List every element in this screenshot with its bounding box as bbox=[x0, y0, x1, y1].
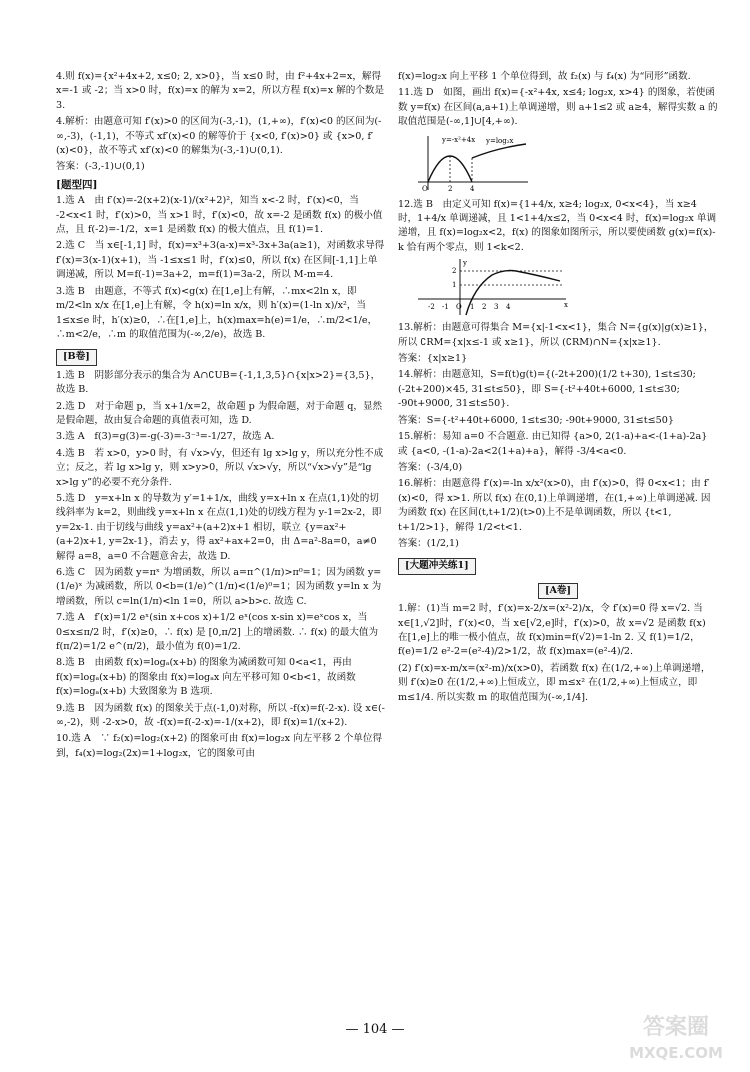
svg-text:x: x bbox=[564, 301, 568, 310]
answer-paragraph: 3.选 B 由题意，不等式 f(x)<g(x) 在[1,e]上有解，∴mx<2ln x，即 m/2<ln x/x 在[1,e]上有解，令 h(x)=ln x/x，则 h′(x)=(1-ln x)/x²，当 1≤x≤e 时，h′(x)≥0，∴在[1,e]上，h(x)max=h(e)=1/e，∴m/2<1/e，∴m<2/e，∴m 的取值范围为(-∞,2/e)，故选 B. bbox=[56, 285, 378, 340]
svg-text:y: y bbox=[463, 259, 467, 268]
page-number: — 104 — bbox=[345, 1022, 405, 1037]
svg-text:y=log₂x: y=log₂x bbox=[486, 136, 514, 145]
answer-paragraph: 1.解：(1)当 m=2 时，f′(x)=x-2/x=(x²-2)/x，令 f′(x)=0 得 x=√2. 当 x∈[1,√2]时，f′(x)<0，当 x∈[√2,e]时，f′(x)>0，故 x=√2 是函数 f(x) 在[1,e]上的唯一极小值点，故 f(x)min=f(√2)=1-ln 2. 又 f(1)=1/2，f(e)=1/2 e²-2=(e²-4)/2>1/2，故 f(x)max=(e²-4)/2. bbox=[398, 603, 706, 658]
answer-paragraph: 4.选 B 若 x>0，y>0 时，有 √x>√y，但还有 lg x>lg y，所以充分性不成立；反之，若 lg x>lg y，则 x>y>0，所以 √x>√y，所以“√x>√y”是“lg x>lg y”的必要不充分条件. bbox=[56, 447, 384, 488]
svg-text:-1: -1 bbox=[442, 303, 449, 312]
answer-paragraph: 6.选 C 因为函数 y=πˣ 为增函数，所以 a=π^(1/π)>π⁰=1；因为函数 y=(1/e)ˣ 为减函数，所以 0<b=(1/e)^(1/π)<(1/e)⁰=1；因为函数 y=ln x 为增函数，所以 c=ln(1/π)<ln 1=0，所以 a>b>c. 故选 C. bbox=[56, 567, 382, 607]
answer-paragraph: 3.选 A f(3)=g(3)=-g(-3)=-3⁻³=-1/27，故选 A. bbox=[56, 431, 275, 443]
answer-paragraph: 答案：(1/2,1) bbox=[398, 537, 459, 549]
answer-paragraph: 答案：(-3,-1)∪(0,1) bbox=[56, 161, 145, 173]
svg-text:O: O bbox=[456, 303, 462, 312]
answer-paragraph: 5.选 D y=x+ln x 的导数为 y′=1+1/x，曲线 y=x+ln x 在点(1,1)处的切线斜率为 k=2，则曲线 y=x+ln x 在点(1,1)处的切线方程为 y-1=2x-2，即 y=2x-1. 由于切线与曲线 y=ax²+(a+2)x+1 相切，联立 {y=ax²+(a+2)x+1, y=2x-1}，消去 y，得 ax²+ax+2=0，由 Δ=a²-8a=0，a≠0 解得 a=8，a=0 不合题意舍去，故选 D. bbox=[56, 492, 382, 562]
svg-text:4: 4 bbox=[506, 303, 511, 312]
right-column bbox=[398, 70, 718, 707]
boxed-heading-row bbox=[398, 553, 718, 577]
svg-text:y=-x²+4x: y=-x²+4x bbox=[442, 135, 476, 144]
boxed-heading-row bbox=[398, 578, 718, 602]
answer-paragraph: 2.选 D 对于命题 p，当 x+1/x=2，故命题 p 为假命题，对于命题 q，显然是假命题，故由复合命题的真值表可知，选 D. bbox=[56, 400, 383, 426]
answer-paragraph: 1.选 B 阴影部分表示的集合为 A∩∁UB={-1,1,3,5}∩{x|x>2}={3,5}，故选 B. bbox=[56, 369, 381, 396]
answer-paragraph: 9.选 B 因为函数 f(x) 的图象关于点(-1,0)对称，所以 -f(x)=f(-2-x). 设 x∈(-∞,-2)，则 -2-x>0，故 -f(x)=f(-2-x)=-1/(x+2)，即 f(x)=1/(x+2). bbox=[56, 702, 385, 729]
svg-text:O: O bbox=[422, 184, 428, 193]
graph-piecewise-function bbox=[412, 257, 572, 317]
figure-g1 bbox=[412, 132, 718, 194]
boxed-heading: [B卷] bbox=[56, 349, 97, 365]
answer-paragraph: 12.选 B 由定义可知 f(x)={1+4/x, x≥4; log₂x, 0<x<4}，当 x≥4 时，1+4/x 单调递减，且 1<1+4/x≤2，当 0<x<4 时，f(x)=log₂x 单调递增，且 f(x)=log₂x<2，f(x) 的图象如图所示，所以要使函数 g(x)=f(x)-k 恰有两个零点，则 1<k<2. bbox=[398, 198, 717, 253]
svg-text:MXQE.COM: MXQE.COM bbox=[629, 1044, 723, 1062]
answer-paragraph: (2) f′(x)=x-m/x=(x²-m)/x(x>0)，若函数 f(x) 在(1/2,+∞)上单调递增，则 f′(x)≥0 在(1/2,+∞)上恒成立，即 m≤x² 在(1/2,+∞)上恒成立，即 m≤1/4. 所以实数 m 的取值范围为(-∞,1/4]. bbox=[398, 662, 711, 703]
boxed-heading: [大题冲关练1] bbox=[398, 558, 476, 574]
svg-text:2: 2 bbox=[448, 184, 453, 193]
svg-text:2: 2 bbox=[482, 303, 487, 312]
answer-paragraph: 10.选 A ∵ f₂(x)=log₂(x+2) 的图象可由 f(x)=log₂x 向左平移 2 个单位得到，f₄(x)=log₂(2x)=1+log₂x，它的图象可由 bbox=[56, 733, 383, 759]
answer-paragraph: 11.选 D 如图，画出 f(x)={-x²+4x, x≤4; log₂x, x>4} 的图象，若使函数 y=f(x) 在区间(a,a+1)上单调递增，则 a+1≤2 或 a≥4，解得实数 a 的取值范围是(-∞,1]∪[4,+∞). bbox=[398, 87, 718, 128]
answer-paragraph: 15.解析：易知 a=0 不合题意. 由已知得 {a>0, 2(1-a)+a<-(1+a)-2a} 或 {a<0, -(1-a)-2a<2(1+a)+a}，解得 -3/4<a<0. bbox=[398, 431, 708, 457]
answer-paragraph: 16.解析：由题意得 f′(x)=-ln x/x²(x>0)，由 f′(x)>0，得 0<x<1；由 f′(x)<0，得 x>1. 所以 f(x) 在(0,1)上单调递增，在(1,+∞)上单调递减. 因为函数 f(x) 在区间(t,t+1/2)(t>0)上不是单调函数，所以 {t<1, t+1/2>1}，解得 1/2<t<1. bbox=[398, 478, 711, 533]
answer-paragraph: 答案：(-3/4,0) bbox=[398, 461, 463, 473]
answer-paragraph: 7.选 A f′(x)=1/2 eˣ(sin x+cos x)+1/2 eˣ(cos x-sin x)=eˣcos x，当 0≤x≤π/2 时，f′(x)≥0，∴ f(x) 是 [0,π/2] 上的增函数. ∴ f(x) 的最大值为 f(π/2)=1/2 e^(π/2)，最小值为 f(0)=1/2. bbox=[56, 612, 379, 653]
svg-text:1: 1 bbox=[452, 281, 457, 290]
left-column bbox=[56, 70, 386, 763]
answer-paragraph: 答案：S={-t²+40t+6000, 1≤t≤30; -90t+9000, 31≤t≤50} bbox=[398, 414, 674, 426]
svg-text:1: 1 bbox=[470, 303, 475, 312]
boxed-heading-row bbox=[56, 344, 386, 368]
answer-paragraph: 4.则 f(x)={x²+4x+2, x≤0; 2, x>0}，当 x≤0 时，由 f²+4x+2=x，解得 x=-1 或 -2；当 x>0 时，f(x)=x 的解为 x=2，所以方程 f(x)=x 解的个数是 3. bbox=[56, 71, 385, 111]
answer-paragraph: 答案：{x|x≥1} bbox=[398, 353, 468, 365]
answer-paragraph: 4.解析：由题意可知 f′(x)>0 的区间为(-3,-1)，(1,+∞)，f′(x)<0 的区间为(-∞,-3)，(-1,1)，不等式 xf′(x)<0 的解等价于 {x<0, f′(x)>0} 或 {x>0, f′(x)<0}，故不等式 xf′(x)<0 的解集为(-3,-1)∪(0,1). bbox=[56, 116, 382, 157]
boxed-heading: [A卷] bbox=[538, 583, 578, 599]
answer-paragraph: f(x)=log₂x 向上平移 1 个单位得到，故 f₂(x) 与 f₄(x) 为“同形”函数. bbox=[398, 71, 691, 82]
answer-paragraph: 8.选 B 由函数 f(x)=logₐ(x+b) 的图象为减函数可知 0<a<1，再由 f(x)=logₐ(x+b) 的图象由 f(x)=logₐx 向左平移可知 0<b<1，故函数 f(x)=logₐ(x+b) 大致图象为 B 选项. bbox=[56, 657, 356, 698]
svg-text:答案圈: 答案圈 bbox=[642, 1015, 710, 1040]
svg-text:3: 3 bbox=[494, 303, 499, 312]
answer-paragraph: 13.解析：由题意可得集合 M={x|-1<x<1}，集合 N={g(x)|g(x)≥1}，所以 ∁RM={x|x≤-1 或 x≥1}，所以 (∁RM)∩N={x|x≥1}. bbox=[398, 322, 714, 348]
svg-text:4: 4 bbox=[470, 184, 475, 193]
svg-text:-2: -2 bbox=[428, 303, 435, 312]
answer-paragraph: 2.选 C 当 x∈[-1,1] 时，f(x)=x³+3(a-x)=x³-3x+3a(a≥1)，对函数求导得 f′(x)=3(x-1)(x+1)，当 -1≤x≤1 时，f′(x)≤0，所以 f(x) 在区间[-1,1]上单调递减，所以 M=f(-1)=3a+2，m=f(1)=3a-2，所以 M-m=4. bbox=[56, 240, 385, 281]
svg-text:2: 2 bbox=[452, 267, 457, 276]
figure-g2 bbox=[412, 257, 718, 317]
answer-paragraph: 14.解析：由题意知，S=f(t)g(t)={(-2t+200)(1/2 t+30), 1≤t≤30; (-2t+200)×45, 31≤t≤50}，即 S={-t²+40t+6000, 1≤t≤30; -90t+9000, 31≤t≤50}. bbox=[398, 369, 696, 410]
graph-piecewise-parabola-log bbox=[412, 132, 532, 194]
section-heading: [题型四] bbox=[56, 178, 98, 191]
answer-paragraph: 1.选 A 由 f′(x)=-2(x+2)(x-1)/(x²+2)²，知当 x<-2 时，f′(x)<0，当 -2<x<1 时，f′(x)>0，当 x>1 时，f′(x)<0，故 x=-2 是函数 f(x) 的极小值点，且 f(-2)=-1/2，x=1 是函数 f(x) 的极大值点，且 f(1)=1. bbox=[56, 195, 383, 236]
watermark-logo bbox=[616, 1006, 736, 1066]
